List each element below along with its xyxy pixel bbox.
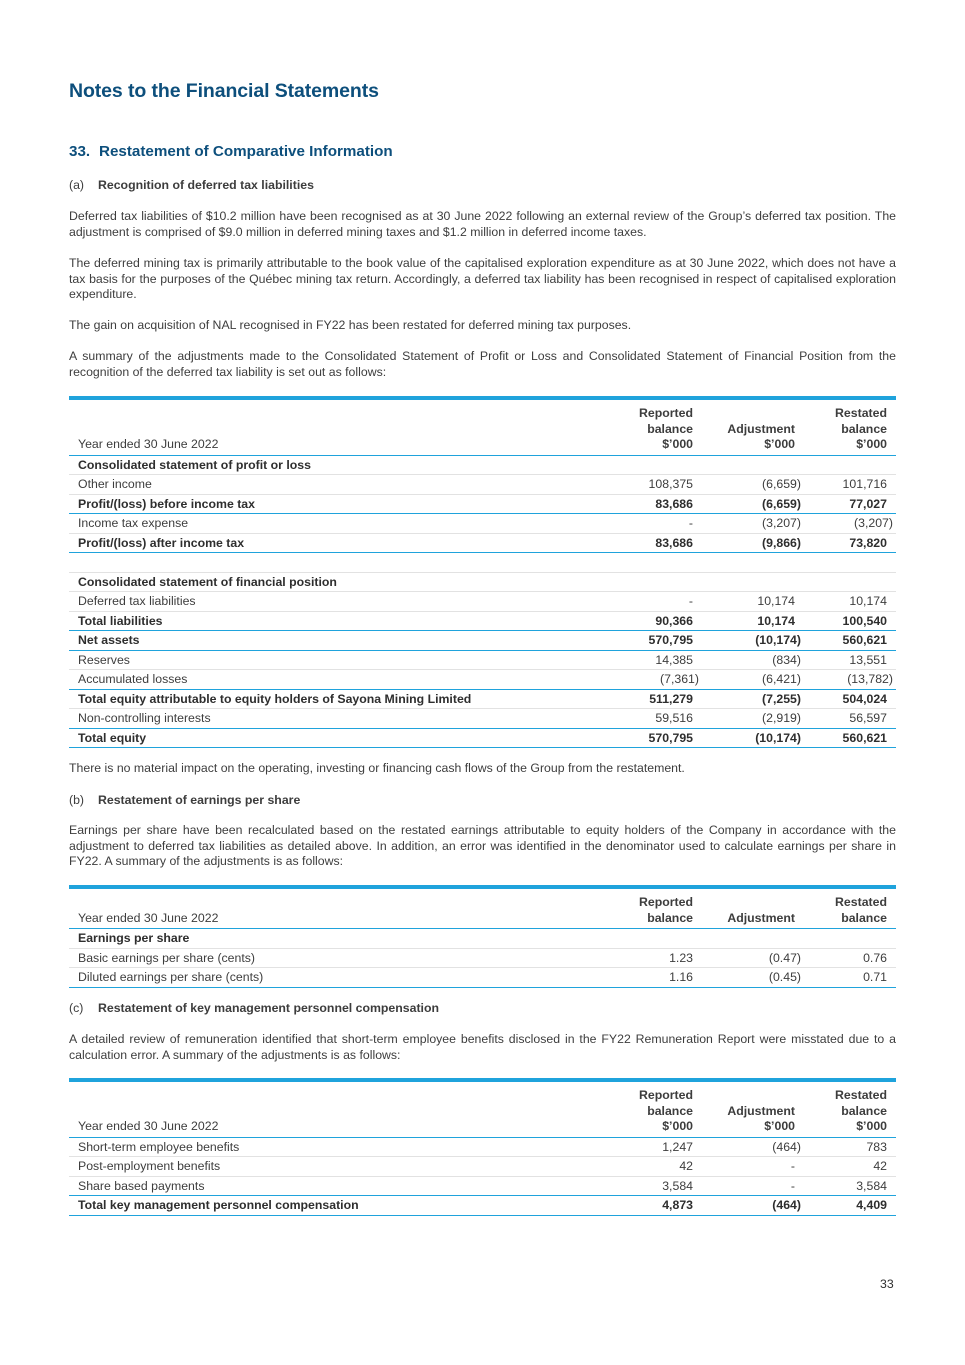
header-line: Adjustment bbox=[727, 1103, 795, 1118]
header-line: Restated bbox=[835, 406, 887, 420]
column-header-restated bbox=[804, 1080, 896, 1137]
reported-value: 1.16 bbox=[592, 968, 702, 988]
page-number: 33 bbox=[880, 1277, 894, 1291]
adjustment-value: (0.47) bbox=[702, 948, 804, 968]
header-line: $’000 bbox=[856, 437, 887, 452]
header-line: balance bbox=[647, 1103, 693, 1118]
column-header-adjustment bbox=[702, 887, 804, 929]
row-label: Total key management personnel compensation bbox=[69, 1196, 592, 1216]
table-row bbox=[69, 1196, 896, 1216]
reported-value: 90,366 bbox=[592, 611, 702, 631]
reported-value: 3,584 bbox=[592, 1176, 702, 1196]
reported-value: 570,795 bbox=[592, 728, 702, 748]
row-label: Total equity bbox=[69, 728, 592, 748]
header-line: balance bbox=[841, 1103, 887, 1118]
reported-value: - bbox=[592, 592, 702, 612]
deferred-tax-adjustments-table bbox=[69, 396, 896, 748]
row-label: Non-controlling interests bbox=[69, 709, 592, 729]
note-number: 33. bbox=[69, 143, 91, 160]
table-row bbox=[69, 592, 896, 612]
table-row bbox=[69, 514, 896, 534]
paragraph: Earnings per share have been recalculated based on the restated earnings attributable to equity holders of the Company in accordance with the adjustment to deferred tax liabilities as detailed above. In addition, an error was identified in the denominator used to calculate earnings per share in FY22. A summary of the adjustments is as follows: bbox=[69, 823, 896, 869]
adjustment-value: 10,174 bbox=[702, 592, 804, 612]
header-line: Reported bbox=[639, 895, 693, 909]
restated-value: 56,597 bbox=[804, 709, 896, 729]
adjustment-value: - bbox=[702, 1176, 804, 1196]
table-row bbox=[69, 1137, 896, 1157]
header-line: Adjustment bbox=[727, 421, 795, 436]
restated-value: (3,207) bbox=[804, 514, 896, 534]
reported-value: - bbox=[592, 514, 702, 534]
paragraph: A detailed review of remuneration identified that short-term employee benefits disclosed in the FY22 Remuneration Report were misstated due to a calculation error. A summary of the adjustments is as follows: bbox=[69, 1032, 896, 1062]
table-section-row bbox=[69, 929, 896, 949]
section-a-title: Recognition of deferred tax liabilities bbox=[98, 178, 314, 192]
reported-value: 42 bbox=[592, 1157, 702, 1177]
adjustment-value: (834) bbox=[702, 650, 804, 670]
adjustment-value: (3,207) bbox=[702, 514, 804, 534]
section-label: Consolidated statement of financial position bbox=[69, 572, 896, 592]
table-header-row bbox=[69, 887, 896, 929]
table-section-row bbox=[69, 572, 896, 592]
restated-value: 4,409 bbox=[804, 1196, 896, 1216]
header-line: $’000 bbox=[856, 1119, 887, 1134]
reported-value: 83,686 bbox=[592, 494, 702, 514]
header-line: $’000 bbox=[662, 437, 693, 452]
restated-value: 100,540 bbox=[804, 611, 896, 631]
restated-value: 101,716 bbox=[804, 475, 896, 495]
section-a-heading bbox=[69, 178, 314, 192]
reported-value: 1,247 bbox=[592, 1137, 702, 1157]
row-label: Diluted earnings per share (cents) bbox=[69, 968, 592, 988]
kmp-compensation-table bbox=[69, 1078, 896, 1216]
table-row bbox=[69, 611, 896, 631]
restated-value: 73,820 bbox=[804, 533, 896, 553]
spacer bbox=[69, 553, 896, 573]
table-row bbox=[69, 475, 896, 495]
row-label: Short-term employee benefits bbox=[69, 1137, 592, 1157]
reported-value: 59,516 bbox=[592, 709, 702, 729]
restated-value: 0.71 bbox=[804, 968, 896, 988]
adjustment-value: (2,919) bbox=[702, 709, 804, 729]
reported-value: 511,279 bbox=[592, 689, 702, 709]
row-label: Post-employment benefits bbox=[69, 1157, 592, 1177]
page-title: Notes to the Financial Statements bbox=[69, 80, 379, 102]
note-heading bbox=[69, 143, 393, 160]
table-row bbox=[69, 494, 896, 514]
section-c-label: (c) bbox=[69, 1001, 84, 1015]
adjustment-value: (0.45) bbox=[702, 968, 804, 988]
reported-value: 83,686 bbox=[592, 533, 702, 553]
adjustment-value: (464) bbox=[702, 1196, 804, 1216]
header-line: balance bbox=[647, 421, 693, 436]
row-label: Deferred tax liabilities bbox=[69, 592, 592, 612]
column-header-restated bbox=[804, 398, 896, 455]
restated-value: 3,584 bbox=[804, 1176, 896, 1196]
header-line: $’000 bbox=[764, 1119, 795, 1134]
reported-value: 14,385 bbox=[592, 650, 702, 670]
row-label: Net assets bbox=[69, 631, 592, 651]
restated-value: 77,027 bbox=[804, 494, 896, 514]
section-a-label: (a) bbox=[69, 178, 85, 192]
row-label: Reserves bbox=[69, 650, 592, 670]
restated-value: 0.76 bbox=[804, 948, 896, 968]
adjustment-value: (6,421) bbox=[702, 670, 804, 690]
row-label: Profit/(loss) before income tax bbox=[69, 494, 592, 514]
restated-value: 783 bbox=[804, 1137, 896, 1157]
row-label: Total equity attributable to equity holders of Sayona Mining Limited bbox=[69, 689, 592, 709]
adjustment-value: (464) bbox=[702, 1137, 804, 1157]
column-header-year: Year ended 30 June 2022 bbox=[69, 1080, 592, 1137]
column-header-adjustment bbox=[702, 398, 804, 455]
adjustment-value: (7,255) bbox=[702, 689, 804, 709]
row-label: Total liabilities bbox=[69, 611, 592, 631]
header-line: balance bbox=[647, 910, 693, 925]
table-row bbox=[69, 533, 896, 553]
paragraph: The deferred mining tax is primarily attributable to the book value of the capitalised exploration expenditure as at 30 June 2022, which does not have a tax basis for the purposes of the Québec mining tax return. Accordingly, a deferred tax liability has been recognised in respect of capitalised exploration expenditure. bbox=[69, 256, 896, 302]
row-label: Share based payments bbox=[69, 1176, 592, 1196]
adjustment-value: (6,659) bbox=[702, 475, 804, 495]
restated-value: 504,024 bbox=[804, 689, 896, 709]
table-header-row bbox=[69, 398, 896, 455]
table-row bbox=[69, 728, 896, 748]
table-row bbox=[69, 968, 896, 988]
row-label: Basic earnings per share (cents) bbox=[69, 948, 592, 968]
column-header-adjustment bbox=[702, 1080, 804, 1137]
reported-value: (7,361) bbox=[592, 670, 702, 690]
section-c-heading bbox=[69, 1001, 439, 1015]
column-header-reported bbox=[592, 1080, 702, 1137]
section-label: Consolidated statement of profit or loss bbox=[69, 455, 896, 475]
reported-value: 570,795 bbox=[592, 631, 702, 651]
table-row bbox=[69, 1157, 896, 1177]
header-line: balance bbox=[841, 421, 887, 436]
restated-value: 13,551 bbox=[804, 650, 896, 670]
table-row bbox=[69, 631, 896, 651]
row-label: Other income bbox=[69, 475, 592, 495]
column-header-year: Year ended 30 June 2022 bbox=[69, 887, 592, 929]
header-line: balance bbox=[841, 910, 887, 925]
reported-value: 4,873 bbox=[592, 1196, 702, 1216]
restated-value: 560,621 bbox=[804, 728, 896, 748]
paragraph: There is no material impact on the operating, investing or financing cash flows of the Group from the restatement. bbox=[69, 761, 685, 775]
table-row bbox=[69, 689, 896, 709]
adjustment-value: (9,866) bbox=[702, 533, 804, 553]
header-line: Restated bbox=[835, 895, 887, 909]
header-line: Reported bbox=[639, 406, 693, 420]
earnings-per-share-table bbox=[69, 885, 896, 988]
column-header-restated bbox=[804, 887, 896, 929]
table-row bbox=[69, 709, 896, 729]
table-spacer-row bbox=[69, 553, 896, 573]
note-title: Restatement of Comparative Information bbox=[99, 143, 393, 160]
section-label: Earnings per share bbox=[69, 929, 896, 949]
adjustment-value: (10,174) bbox=[702, 631, 804, 651]
header-line: Adjustment bbox=[727, 910, 795, 925]
restated-value: 560,621 bbox=[804, 631, 896, 651]
restated-value: 42 bbox=[804, 1157, 896, 1177]
adjustment-value: (10,174) bbox=[702, 728, 804, 748]
section-b-heading bbox=[69, 793, 300, 807]
reported-value: 1.23 bbox=[592, 948, 702, 968]
header-line: $’000 bbox=[764, 437, 795, 452]
adjustment-value: - bbox=[702, 1157, 804, 1177]
section-b-title: Restatement of earnings per share bbox=[98, 793, 301, 807]
table-header-row bbox=[69, 1080, 896, 1137]
table-section-row bbox=[69, 455, 896, 475]
table-row bbox=[69, 650, 896, 670]
column-header-reported bbox=[592, 887, 702, 929]
paragraph: A summary of the adjustments made to the Consolidated Statement of Profit or Loss and Consolidated Statement of Financial Position from the recognition of the deferred tax liability is set out as follows: bbox=[69, 349, 896, 379]
restated-value: 10,174 bbox=[804, 592, 896, 612]
adjustment-value: 10,174 bbox=[702, 611, 804, 631]
section-c-title: Restatement of key management personnel compensation bbox=[98, 1001, 439, 1015]
section-b-label: (b) bbox=[69, 793, 85, 807]
row-label: Profit/(loss) after income tax bbox=[69, 533, 592, 553]
paragraph: Deferred tax liabilities of $10.2 million have been recognised as at 30 June 2022 following an external review of the Group’s deferred tax position. The adjustment is comprised of $9.0 million in deferred mining taxes and $1.2 million in deferred income taxes. bbox=[69, 209, 896, 239]
table-row bbox=[69, 948, 896, 968]
reported-value: 108,375 bbox=[592, 475, 702, 495]
header-line: $’000 bbox=[662, 1119, 693, 1134]
paragraph: The gain on acquisition of NAL recognised in FY22 has been restated for deferred mining tax purposes. bbox=[69, 318, 632, 332]
row-label: Accumulated losses bbox=[69, 670, 592, 690]
header-line: Restated bbox=[835, 1088, 887, 1102]
header-line: Reported bbox=[639, 1088, 693, 1102]
column-header-year: Year ended 30 June 2022 bbox=[69, 398, 592, 455]
adjustment-value: (6,659) bbox=[702, 494, 804, 514]
row-label: Income tax expense bbox=[69, 514, 592, 534]
table-row bbox=[69, 1176, 896, 1196]
column-header-reported bbox=[592, 398, 702, 455]
table-row bbox=[69, 670, 896, 690]
restated-value: (13,782) bbox=[804, 670, 896, 690]
